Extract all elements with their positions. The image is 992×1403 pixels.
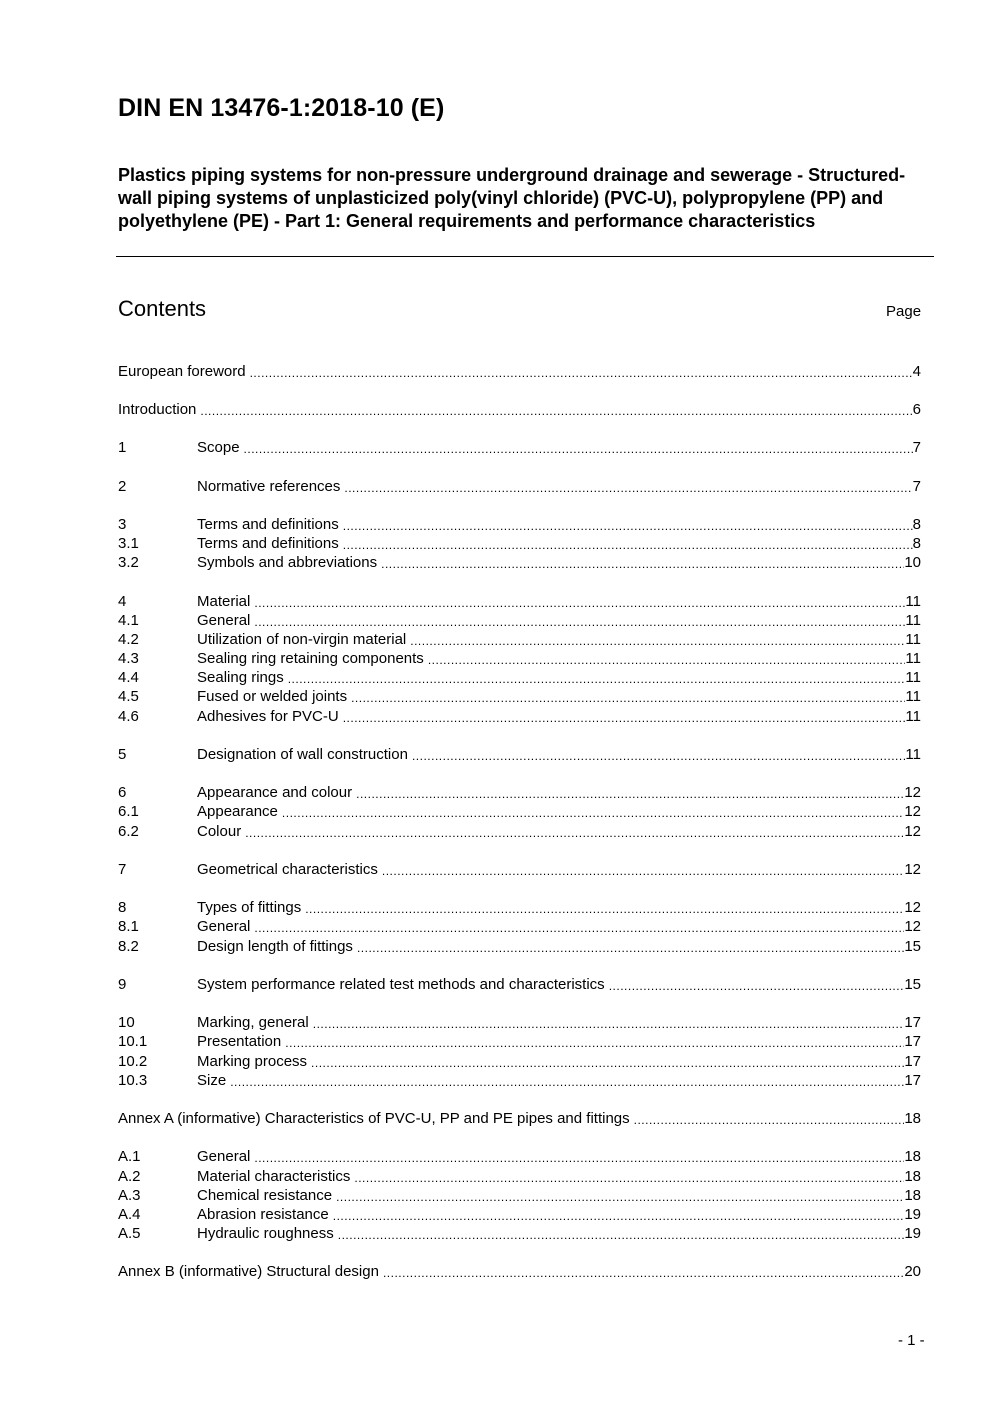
toc-dot-leader [351,691,905,706]
toc-entry-title: Appearance and colour [197,784,353,801]
document-title: Plastics piping systems for non-pressure underground drainage and sewerage - Structured-wall piping systems of unplasticized poly(vinyl chloride) (PVC-U), polypropylene (PP) and polyethylene (PE) - Part 1: General requirements and performance characteristics [118,165,906,231]
toc-entry-title: Marking process [197,1053,308,1070]
toc-dot-leader [288,672,906,687]
toc-entry-page: 17 [904,1014,921,1031]
toc-dot-leader [311,1056,904,1071]
toc-entry-number: 4.1 [118,612,139,629]
toc-entry-title: Symbols and abbreviations [197,554,378,571]
toc-entry-page: 12 [904,918,921,935]
contents-heading: Contents [118,296,207,321]
toc-entry[interactable] [118,592,921,612]
toc-dot-leader [338,1228,905,1243]
toc-entry-number: A.4 [118,1206,141,1223]
toc-entry[interactable] [118,975,921,995]
toc-entry-title: Size [197,1072,227,1089]
toc-entry-title: Colour [197,823,242,840]
toc-entry[interactable] [118,1071,921,1091]
toc-entry-page: 8 [912,535,921,552]
toc-entry-page: 10 [904,554,921,571]
toc-entry-number: 4.4 [118,669,139,686]
toc-entry-number: A.3 [118,1187,141,1204]
toc-entry-title: Material [197,593,251,610]
toc-entry[interactable] [118,649,921,669]
toc-entry-number: 8 [118,899,127,916]
toc-dot-leader [230,1075,904,1090]
toc-entry-number: 4.6 [118,708,139,725]
toc-entry-title: Terms and definitions [197,516,339,533]
toc-entry[interactable] [118,802,921,822]
toc-dot-leader [354,1171,904,1186]
toc-entry[interactable] [118,1205,921,1225]
toc-entry-page: 17 [904,1072,921,1089]
toc-entry-title: Designation of wall construction [197,746,408,763]
document-id: DIN EN 13476-1:2018-10 (E) [118,94,445,122]
toc-entry[interactable] [118,1167,921,1187]
toc-entry-number: A.5 [118,1225,141,1242]
toc-entry-title: System performance related test methods and characteristics [197,976,605,993]
toc-entry-page: 11 [905,746,921,763]
toc-entry-page: 17 [904,1033,921,1050]
toc-entry-page: 11 [905,612,921,629]
toc-entry[interactable] [118,1052,921,1072]
toc-dot-leader [383,1266,904,1281]
toc-dot-leader [254,921,904,936]
footer-page-number: - 1 - [898,1332,925,1349]
toc-entry-page: 12 [904,861,921,878]
toc-entry[interactable] [118,534,921,554]
toc-dot-leader [343,711,906,726]
toc-entry[interactable] [118,477,921,497]
toc-entry[interactable] [118,1109,921,1129]
toc-entry-page: 7 [912,478,921,495]
toc-entry-page: 18 [904,1168,921,1185]
toc-entry-page: 20 [904,1263,921,1280]
toc-dot-leader [282,806,904,821]
toc-entry-title: Design length of fittings [197,938,353,955]
toc-dot-leader [428,653,906,668]
toc-entry-page: 17 [904,1053,921,1070]
toc-dot-leader [333,1209,905,1224]
toc-entry-page: 8 [912,516,921,533]
toc-entry-number: 3.2 [118,554,139,571]
toc-entry-page: 12 [904,899,921,916]
toc-dot-leader [343,538,913,553]
toc-entry-page: 12 [904,823,921,840]
toc-entry-page: 18 [904,1148,921,1165]
toc-entry-page: 11 [905,650,921,667]
toc-entry-title: General [197,1148,251,1165]
toc-entry[interactable] [118,917,921,937]
toc-dot-leader [344,481,912,496]
toc-entry-title: Sealing rings [197,669,284,686]
toc-entry-title: Abrasion resistance [197,1206,329,1223]
toc-entry[interactable] [118,1262,921,1282]
toc-entry-number: 10.1 [118,1033,148,1050]
toc-entry-page: 7 [912,439,921,456]
toc-dot-leader [200,404,912,419]
toc-entry[interactable] [118,687,921,707]
toc-entry[interactable] [118,1186,921,1206]
toc-entry-title: Material characteristics [197,1168,351,1185]
toc-dot-leader [343,519,913,534]
toc-entry-page: 12 [904,784,921,801]
toc-entry-number: 3 [118,516,127,533]
toc-dot-leader [313,1017,905,1032]
toc-dot-leader [410,634,905,649]
toc-entry-title: Chemical resistance [197,1187,333,1204]
toc-dot-leader [250,366,913,381]
toc-entry-title: Hydraulic roughness [197,1225,334,1242]
toc-entry[interactable] [118,668,921,688]
toc-entry-page: 6 [912,401,921,418]
toc-dot-leader [244,442,913,457]
title-divider [116,256,934,257]
toc-entry[interactable] [118,438,921,458]
toc-dot-leader [412,749,905,764]
toc-entry-page: 15 [904,938,921,955]
page-column-label: Page [886,303,922,320]
toc-entry-number: 10.3 [118,1072,148,1089]
toc-entry-page: 11 [905,593,921,610]
toc-entry-number: 6.2 [118,823,139,840]
toc-entry-number: 8.2 [118,938,139,955]
toc-entry-title: Marking, general [197,1014,309,1031]
toc-entry-title: Fused or welded joints [197,688,348,705]
toc-entry-number: 7 [118,861,127,878]
toc-entry-page: 11 [905,669,921,686]
toc-entry[interactable] [118,630,921,650]
toc-entry[interactable] [118,400,921,420]
toc-entry-number: 9 [118,976,127,993]
toc-entry-title: Annex B (informative) Structural design [118,1263,379,1280]
toc-entry[interactable] [118,553,921,573]
toc-dot-leader [336,1190,904,1205]
toc-entry-page: 12 [904,803,921,820]
toc-entry-number: 4 [118,593,127,610]
toc-entry[interactable] [118,898,921,918]
toc-entry-page: 4 [912,363,921,380]
toc-entry-title: Types of fittings [197,899,302,916]
toc-dot-leader [381,557,904,572]
toc-entry-title: General [197,612,251,629]
toc-dot-leader [634,1113,905,1128]
toc-entry[interactable] [118,1013,921,1033]
toc-entry[interactable] [118,611,921,631]
toc-entry-number: 6 [118,784,127,801]
toc-dot-leader [356,787,904,802]
toc-entry-title: General [197,918,251,935]
toc-entry[interactable] [118,783,921,803]
toc-entry-title: Adhesives for PVC-U [197,708,339,725]
toc-entry-title: Terms and definitions [197,535,339,552]
toc-entry-number: 3.1 [118,535,139,552]
toc-dot-leader [254,596,905,611]
toc-entry-title: Annex A (informative) Characteristics of PVC-U, PP and PE pipes and fittings [118,1110,630,1127]
toc-entry-page: 11 [905,688,921,705]
toc-entry[interactable] [118,515,921,535]
toc-dot-leader [285,1036,904,1051]
toc-entry-number: 4.5 [118,688,139,705]
toc-entry-title: Sealing ring retaining components [197,650,424,667]
toc-entry-number: 1 [118,439,127,456]
toc-entry-number: 10.2 [118,1053,148,1070]
toc-entry-number: 10 [118,1014,135,1031]
toc-entry-page: 18 [904,1187,921,1204]
toc-dot-leader [382,864,904,879]
toc-entry-title: Introduction [118,401,197,418]
toc-entry-page: 19 [904,1225,921,1242]
toc-entry-title: Scope [197,439,240,456]
toc-dot-leader [245,826,904,841]
toc-entry-number: 5 [118,746,127,763]
toc-entry-number: 4.2 [118,631,139,648]
toc-entry-number: 8.1 [118,918,139,935]
toc-entry-title: Appearance [197,803,278,820]
toc-entry[interactable] [118,1032,921,1052]
toc-entry[interactable] [118,822,921,842]
toc-entry-page: 15 [904,976,921,993]
toc-dot-leader [305,902,904,917]
toc-dot-leader [357,941,904,956]
toc-entry-number: 2 [118,478,127,495]
toc-entry[interactable] [118,707,921,727]
toc-entry-title: European foreword [118,363,246,380]
toc-dot-leader [254,615,905,630]
toc-entry[interactable] [118,1224,921,1244]
toc-entry[interactable] [118,860,921,880]
toc-dot-leader [609,979,905,994]
toc-entry-number: 4.3 [118,650,139,667]
toc-entry-number: A.1 [118,1148,141,1165]
toc-entry-title: Geometrical characteristics [197,861,378,878]
toc-entry[interactable] [118,1147,921,1167]
toc-entry-title: Presentation [197,1033,282,1050]
toc-entry-number: A.2 [118,1168,141,1185]
toc-entry[interactable] [118,937,921,957]
toc-dot-leader [254,1151,904,1166]
toc-entry[interactable] [118,745,921,765]
toc-entry-page: 11 [905,708,921,725]
toc-entry-title: Normative references [197,478,341,495]
toc-entry-number: 6.1 [118,803,139,820]
toc-entry-page: 18 [904,1110,921,1127]
toc-entry[interactable] [118,362,921,382]
toc-entry-page: 19 [904,1206,921,1223]
toc-entry-page: 11 [905,631,921,648]
toc-entry-title: Utilization of non-virgin material [197,631,407,648]
